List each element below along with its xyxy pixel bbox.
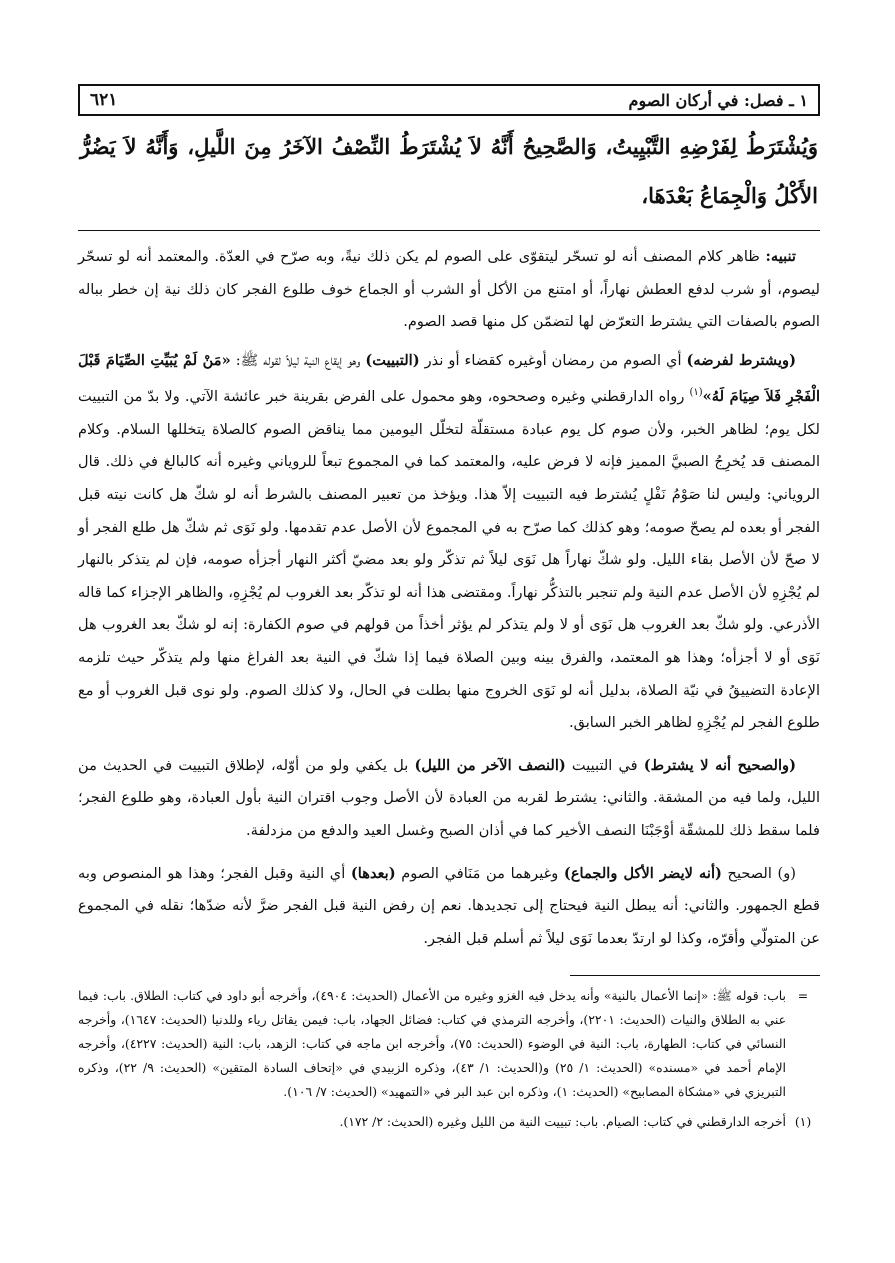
chapter-title: ١ ـ فصل: في أركان الصوم	[628, 90, 808, 110]
footnote-cont-mark: =	[797, 988, 809, 1004]
footnote-1-mark: (١)	[794, 1114, 812, 1130]
tabyit-bold-1: (التبييت)	[365, 351, 420, 369]
tabyit-lead: (ويشترط لفرضه)	[686, 351, 796, 369]
tanbih-lead: تنبيه:	[765, 248, 796, 265]
matn-divider	[78, 230, 820, 231]
hadith-quote: «مَنْ لَمْ يُبَيِّتِ الصِّيَامَ قَبْلَ الْفَجْرِ فَلاَ صِيَامَ لَهُ»	[78, 351, 820, 406]
running-header	[78, 84, 820, 116]
akl-bold-1: (أنه لايضر الأكل والجماع)	[563, 864, 722, 882]
footnote-cont-text: باب: قوله ﷺ: «إنما الأعمال بالنية» وأنه يدخل فيه الغزو وغيره من الأعمال (الحديث: ٤٩٠٤)، وأخرجه أبو داود في كتاب: الطلاق. باب: فيما عني به الطلاق والنيات (الحديث: ٢٢٠١)، وأخرجه الترمذي في كتاب: فضائل الجهاد، باب: فيمن يقاتل رياء وللدنيا (الحديث: ١٦٤٧)، وأخرجه النسائي في كتاب: الطهارة، باب: النية في الوضوء (الحديث: ٧٥)، وأخرجه ابن ماجه في كتاب: الزهد، باب: النية (الحديث: ٤٢٢٧)، وأخرجه الإمام أحمد في «مسنده» (الحديث: ١/ ٢٥) و(الحديث: ١/ ٤٣)، وذكره الزبيدي في «إتحاف السادة المتقين» (الحديث: ٩/ ٢٢)، وذكره التبريزي في «مشكاة المصابيح» (الحديث: ١)، وذكره ابن عبد البر في «التمهيد» (الحديث: ٧/ ١٠٦).	[78, 988, 787, 1100]
page-number: ٦٢١	[90, 90, 118, 110]
page	[78, 84, 820, 1134]
akl-pre: (و) الصحيح	[721, 864, 796, 882]
nisf-text-rest: بل يكفي ولو من أوّله، لإطلاق التبييت في الحديث من الليل، ولما فيه من المشقة. والثاني: يشترط لقربه من العبادة لأن الأصل وجوب اقتران النية بأول العبادة، وهو طلوع الفجر؛ فلما سقط ذلك للمشقّة أوْجَبْنَا النصف الأخير كما في أذان الصبح وغسل العيد والدفع من مزدلفة.	[78, 756, 820, 839]
paragraph-tanbih	[78, 241, 820, 339]
akl-bold-2: (بعدها)	[350, 864, 396, 882]
nisf-bold-1: (النصف الآخر من الليل)	[414, 756, 566, 774]
footnote-1-text: أخرجه الدارقطني في كتاب: الصيام. باب: تبييت النية من الليل وغيره (الحديث: ٢/ ١٧٢).	[339, 1114, 786, 1130]
tabyit-text-rest: رواه الدارقطني وغيره وصححوه، وهو محمول على الفرض بقرينة خبر عائشة الآتي. ولا بدّ من التبييت لكل يوم؛ لظاهر الخبر، ولأن صوم كل يوم عبادة مستقلّة لتخلّل اليومين مما يناقض الصوم كالصلاة يتخللها السلام. وكلام المصنف قد يُخرِجُ الصبيَّ المميز فإنه لا فرض عليه، والمعتمد كما في المجموع تبعاً للروياني وغيره أنه كالبالغ في ذلك. قال الروياني: وليس لنا صَوْمُ نَفْلٍ يُشترط فيه التبييت إلاّ هذا. ويؤخذ من تعبير المصنف بالشرط أنه لو شكّ هل كانت نيته قبل الفجر أو بعده لم يصحّ صومه؛ وهو كذلك كما صرّح به في المجموع لأن الأصل عدم تقدمها. ولو نَوَى ثم شكّ هل طلع الفجر أو لا صحّ لأن الأصل بقاء الليل. ولو شكّ نهاراً هل نَوَى ليلاً ثم تذكّر ولو بعد مضيّ أكثر النهار أجزأه صومه، فإن لم يتذكر بالنهار لم يُجْزِهِ لأن الأصل عدم النية ولم تنجبر بالتذكُّر نهاراً. ومقتضى هذا أنه لو تذكّر بعد الغروب لم يُجْزِهِ، والظاهر الإجزاء كما قاله الأذرعي. ولو شكّ بعد الغروب هل نَوَى أو لا ولم يتذكر لم يؤثر أخذاً من قولهم في صوم الكفارة: إنه لو شكّ بعد الغروب هل نَوَى أو لا أجزأه؛ وهذا هو المعتمد، والفرق بينه وبين الصلاة فيما إذا شكّ في النية بعد الفراغ منها ولم يتذكّر حيث تلزمه الإعادة التضييقُ في نيّة الصلاة، بدليل أنه لو نَوَى الخروج منها بطلت في الحال، ولا كذلك الصوم. ولو نوى قبل الغروب أو مع طلوع الفجر لم يُجْزِهِ لظاهر الخبر السابق.	[78, 388, 820, 732]
akl-text-1: وغيرهما من مَنَافي الصوم	[395, 864, 564, 882]
footnote-divider	[570, 975, 820, 976]
footnote-1	[78, 1110, 820, 1134]
paragraph-akl	[78, 858, 820, 956]
commentary	[78, 241, 820, 955]
matn-text: وَيُشْتَرَطُ لِفَرْضِهِ التَّبْيِيتُ، وَالصَّحِيحُ أَنَّهُ لاَ يُشْتَرَطُ النِّصْفُ الآخَرُ مِنَ اللَّيلِ، وَأَنَّهُ لاَ يَضُرُّ الأَكْلُ وَالْجِمَاعُ بَعْدَهَا،	[80, 134, 818, 208]
tabyit-text-2: وهو إيقاع النية ليلاً لقوله ﷺ:	[230, 351, 366, 369]
tanbih-text: ظاهر كلام المصنف أنه لو تسحّر ليتقوّى على الصوم لم يكن ذلك نيةً، وبه صرّح في العدّة. والمعتمد أنه لو تسحّر ليصوم، أو شرب لدفع العطش نهاراً، أو امتنع من الأكل أو الشرب أو الجماع خوف طلوع الفجر كان ذلك نية إن خطر بباله الصوم بالصفات التي يشترط التعرّض لها لتضمّن كل منها قصد الصوم.	[78, 248, 820, 331]
tabyit-text-1: أي الصوم من رمضان أوغيره كقضاء أو نذر	[419, 351, 687, 369]
paragraph-tabyit	[78, 345, 820, 740]
footnote-ref-1[interactable]: (١)	[689, 387, 703, 399]
akl-text-rest: أي النية وقبل الفجر؛ وهذا هو المنصوص وبه قطع الجمهور. والثاني: أنه يبطل النية فيحتاج إلى تجديدها. نعم إن رفض النية قبل الفجر ضرَّ لأنه ضدّها؛ نقله في المجموع عن المتولّي وأقرّه، وكذا لو ارتدّ بعدما نَوَى ليلاً ثم أسلم قبل الفجر.	[78, 864, 820, 947]
footnote-continued	[78, 984, 820, 1104]
nisf-lead: (والصحيح أنه لا يشترط)	[643, 756, 796, 774]
nisf-text-1: في التبييت	[565, 756, 644, 774]
paragraph-nisf	[78, 750, 820, 848]
